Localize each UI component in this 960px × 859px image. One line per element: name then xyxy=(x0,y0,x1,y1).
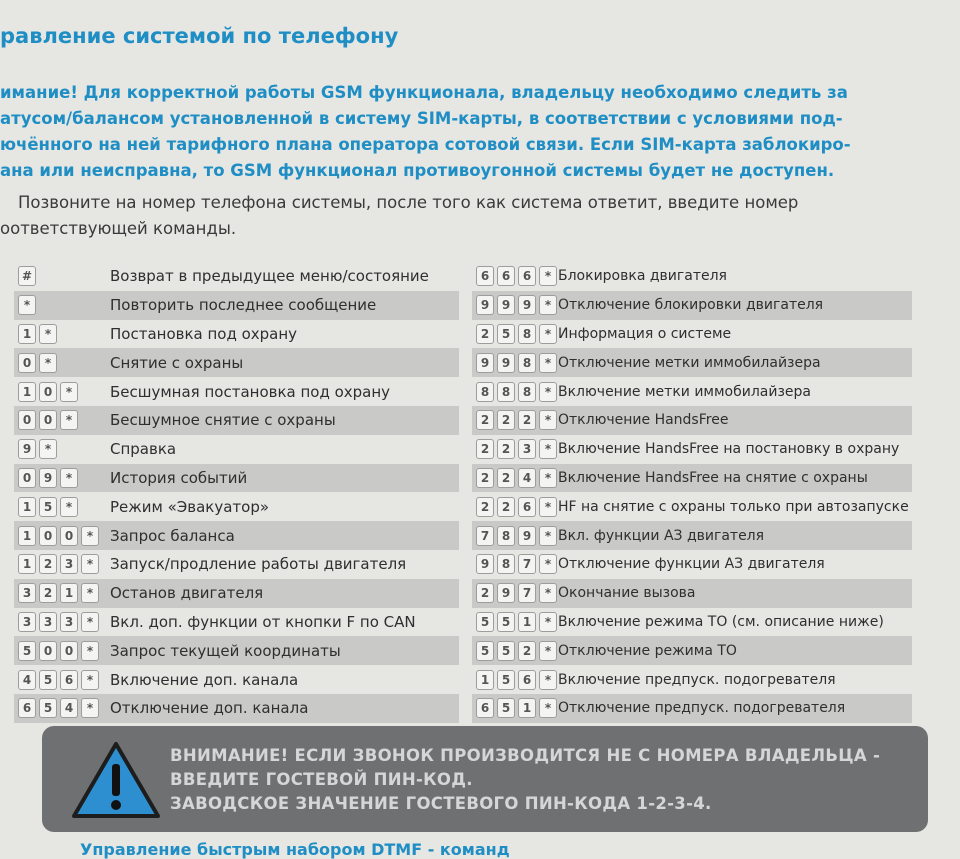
key-sequence xyxy=(18,670,110,690)
keypad-key: 9 xyxy=(497,583,515,603)
key-sequence xyxy=(476,612,558,632)
keypad-key: * xyxy=(539,526,557,546)
keypad-key: 0 xyxy=(39,410,57,430)
keypad-key: * xyxy=(539,266,557,286)
command-label: HF на снятие с охраны только при автозапуске xyxy=(558,498,909,515)
key-sequence xyxy=(476,410,558,430)
keypad-key: 2 xyxy=(476,410,494,430)
keypad-key: * xyxy=(539,612,557,632)
command-label: Блокировка двигателя xyxy=(558,268,727,285)
keypad-key: 0 xyxy=(60,641,78,661)
key-sequence xyxy=(476,324,558,344)
key-sequence xyxy=(18,410,110,430)
guest-pin-alert xyxy=(42,726,928,832)
warning-triangle-icon xyxy=(70,740,162,820)
command-row xyxy=(472,694,912,723)
command-list-left xyxy=(14,262,459,723)
keypad-key: * xyxy=(39,324,57,344)
command-label: Справка xyxy=(110,440,177,459)
keypad-key: 9 xyxy=(476,353,494,373)
keypad-key: * xyxy=(39,439,57,459)
keypad-key: 2 xyxy=(476,497,494,517)
keypad-key: * xyxy=(81,526,99,546)
keypad-key: 7 xyxy=(476,526,494,546)
keypad-key: 9 xyxy=(497,295,515,315)
keypad-key: 8 xyxy=(497,554,515,574)
warning-line: имание! Для корректной работы GSM функционала, владельцу необходимо следить за xyxy=(0,83,848,102)
command-row xyxy=(472,521,912,550)
keypad-key: 5 xyxy=(497,670,515,690)
keypad-key: 2 xyxy=(518,410,536,430)
keypad-key: 5 xyxy=(497,698,515,718)
keypad-key: 2 xyxy=(476,468,494,488)
key-sequence xyxy=(18,324,110,344)
keypad-key: 5 xyxy=(497,324,515,344)
command-label: Запрос текущей координаты xyxy=(110,641,341,660)
keypad-key: 5 xyxy=(39,497,57,517)
key-sequence xyxy=(18,641,110,661)
key-sequence xyxy=(18,353,110,373)
command-list-right xyxy=(472,262,912,723)
keypad-key: 8 xyxy=(518,382,536,402)
keypad-key: 7 xyxy=(518,554,536,574)
command-row xyxy=(472,608,912,637)
command-row xyxy=(14,377,459,406)
keypad-key: 2 xyxy=(497,410,515,430)
command-row xyxy=(472,665,912,694)
command-row xyxy=(472,262,912,291)
keypad-key: 3 xyxy=(518,439,536,459)
key-sequence xyxy=(18,295,110,315)
command-label: Вкл. функции АЗ двигателя xyxy=(558,527,765,544)
command-label: Включение HandsFree на постановку в охрану xyxy=(558,441,900,458)
key-sequence xyxy=(18,698,110,718)
keypad-key: 1 xyxy=(60,583,78,603)
warning-line: ючённого на ней тарифного плана оператора сотовой связи. Если SIM-карта заблокиро- xyxy=(0,135,851,154)
alert-line: ВНИМАНИЕ! ЕСЛИ ЗВОНОК ПРОИЗВОДИТСЯ НЕ С НОМЕРА ВЛАДЕЛЬЦА - xyxy=(170,746,881,765)
command-row xyxy=(14,406,459,435)
keypad-key: 0 xyxy=(18,410,36,430)
key-sequence xyxy=(476,266,558,286)
keypad-key: 2 xyxy=(497,439,515,459)
command-label: Включение предпуск. подогревателя xyxy=(558,671,836,688)
intro-paragraph xyxy=(0,190,880,242)
keypad-key: 5 xyxy=(39,698,57,718)
keypad-key: * xyxy=(539,295,557,315)
key-sequence xyxy=(476,554,558,574)
keypad-key: 4 xyxy=(18,670,36,690)
command-row xyxy=(14,348,459,377)
keypad-key: 9 xyxy=(497,353,515,373)
key-sequence xyxy=(476,583,558,603)
command-row xyxy=(472,291,912,320)
keypad-key: 5 xyxy=(476,612,494,632)
key-sequence xyxy=(18,468,110,488)
keypad-key: * xyxy=(539,324,557,344)
command-row xyxy=(14,579,459,608)
keypad-key: 9 xyxy=(518,526,536,546)
keypad-key: 9 xyxy=(476,554,494,574)
key-sequence xyxy=(18,554,110,574)
keypad-key: 6 xyxy=(476,698,494,718)
keypad-key: 6 xyxy=(518,670,536,690)
keypad-key: 3 xyxy=(60,554,78,574)
keypad-key: 7 xyxy=(518,583,536,603)
next-section-title: Управление быстрым набором DTMF - команд xyxy=(80,840,510,859)
command-label: Включение метки иммобилайзера xyxy=(558,383,811,400)
keypad-key: 6 xyxy=(18,698,36,718)
keypad-key: 1 xyxy=(18,554,36,574)
command-row xyxy=(14,435,459,464)
command-label: Отключение режима ТО xyxy=(558,642,737,659)
key-sequence xyxy=(476,382,558,402)
command-label: Снятие с охраны xyxy=(110,353,244,372)
keypad-key: 1 xyxy=(18,526,36,546)
command-label: Включение режима ТО (см. описание ниже) xyxy=(558,613,884,630)
keypad-key: 6 xyxy=(476,266,494,286)
command-row xyxy=(472,492,912,521)
key-sequence xyxy=(476,698,558,718)
command-label: Включение HandsFree на снятие с охраны xyxy=(558,469,868,486)
command-label: Бесшумное снятие с охраны xyxy=(110,411,336,430)
keypad-key: 2 xyxy=(476,439,494,459)
command-label: Повторить последнее сообщение xyxy=(110,296,377,315)
intro-line: Позвоните на номер телефона системы, после того как система ответит, введите номер xyxy=(18,193,799,212)
command-label: Окончание вызова xyxy=(558,585,696,602)
warning-line: атусом/балансом установленной в систему SIM-карты, в соответствии с условиями под- xyxy=(0,109,843,128)
alert-text xyxy=(170,744,880,816)
key-sequence xyxy=(18,382,110,402)
keypad-key: * xyxy=(539,497,557,517)
key-sequence xyxy=(476,439,558,459)
keypad-key: 5 xyxy=(39,670,57,690)
keypad-key: 2 xyxy=(39,583,57,603)
command-label: Вкл. доп. функции от кнопки F по CAN xyxy=(110,612,416,631)
command-label: История событий xyxy=(110,468,248,487)
keypad-key: * xyxy=(81,583,99,603)
keypad-key: * xyxy=(539,439,557,459)
keypad-key: 8 xyxy=(518,353,536,373)
command-label: Отключение доп. канала xyxy=(110,699,309,718)
keypad-key: 2 xyxy=(39,554,57,574)
keypad-key: 5 xyxy=(497,612,515,632)
keypad-key: 0 xyxy=(18,353,36,373)
command-row xyxy=(14,636,459,665)
keypad-key: 8 xyxy=(518,324,536,344)
key-sequence xyxy=(476,353,558,373)
keypad-key: * xyxy=(539,583,557,603)
keypad-key: 0 xyxy=(60,526,78,546)
command-label: Режим «Эвакуатор» xyxy=(110,497,270,516)
keypad-key: * xyxy=(539,698,557,718)
command-row xyxy=(14,492,459,521)
keypad-key: * xyxy=(60,382,78,402)
key-sequence xyxy=(476,295,558,315)
keypad-key: * xyxy=(60,497,78,517)
command-row xyxy=(472,636,912,665)
gsm-warning-paragraph xyxy=(0,80,900,184)
keypad-key: 0 xyxy=(39,641,57,661)
keypad-key: 6 xyxy=(518,497,536,517)
keypad-key: 1 xyxy=(18,382,36,402)
keypad-key: 1 xyxy=(18,497,36,517)
command-row xyxy=(14,464,459,493)
keypad-key: * xyxy=(60,410,78,430)
keypad-key: 3 xyxy=(60,612,78,632)
command-row xyxy=(472,406,912,435)
alert-line: ЗАВОДСКОЕ ЗНАЧЕНИЕ ГОСТЕВОГО ПИН-КОДА 1-2-3-4. xyxy=(170,794,712,813)
keypad-key: * xyxy=(39,353,57,373)
keypad-key: 1 xyxy=(518,698,536,718)
command-row xyxy=(14,262,459,291)
command-label: Постановка под охрану xyxy=(110,324,298,343)
keypad-key: 3 xyxy=(39,612,57,632)
key-sequence xyxy=(18,439,110,459)
command-row xyxy=(14,291,459,320)
command-row xyxy=(472,377,912,406)
keypad-key: * xyxy=(539,641,557,661)
keypad-key: 3 xyxy=(18,583,36,603)
keypad-key: 6 xyxy=(518,266,536,286)
command-label: Запрос баланса xyxy=(110,526,235,545)
keypad-key: 6 xyxy=(60,670,78,690)
command-row xyxy=(472,464,912,493)
key-sequence xyxy=(18,266,110,286)
command-row xyxy=(14,694,459,723)
command-label: Отключение блокировки двигателя xyxy=(558,297,824,314)
keypad-key: * xyxy=(539,468,557,488)
key-sequence xyxy=(476,468,558,488)
command-label: Запуск/продление работы двигателя xyxy=(110,555,407,574)
keypad-key: 2 xyxy=(476,324,494,344)
command-label: Включение доп. канала xyxy=(110,670,299,689)
keypad-key: * xyxy=(539,670,557,690)
keypad-key: * xyxy=(81,698,99,718)
command-label: Отключение метки иммобилайзера xyxy=(558,354,821,371)
keypad-key: # xyxy=(18,266,36,286)
warning-line: ана или неисправна, то GSM функционал противоугонной системы будет не доступен. xyxy=(0,161,835,180)
keypad-key: * xyxy=(539,554,557,574)
keypad-key: 1 xyxy=(518,612,536,632)
command-row xyxy=(14,665,459,694)
key-sequence xyxy=(476,641,558,661)
intro-line: оответствующей команды. xyxy=(0,219,237,238)
keypad-key: 5 xyxy=(497,641,515,661)
keypad-key: * xyxy=(539,353,557,373)
keypad-key: 9 xyxy=(39,468,57,488)
key-sequence xyxy=(18,612,110,632)
section-title: равление системой по телефону xyxy=(0,24,399,48)
keypad-key: 8 xyxy=(497,382,515,402)
keypad-key: 4 xyxy=(518,468,536,488)
keypad-key: * xyxy=(81,670,99,690)
command-row xyxy=(14,521,459,550)
keypad-key: 6 xyxy=(497,266,515,286)
keypad-key: 9 xyxy=(518,295,536,315)
keypad-key: * xyxy=(81,641,99,661)
keypad-key: * xyxy=(18,295,36,315)
keypad-key: 2 xyxy=(497,497,515,517)
key-sequence xyxy=(18,497,110,517)
command-label: Отключение HandsFree xyxy=(558,412,729,429)
keypad-key: * xyxy=(81,554,99,574)
key-sequence xyxy=(18,583,110,603)
keypad-key: 9 xyxy=(18,439,36,459)
command-row xyxy=(472,435,912,464)
keypad-key: * xyxy=(81,612,99,632)
command-row xyxy=(14,320,459,349)
keypad-key: 8 xyxy=(476,382,494,402)
command-label: Отключение предпуск. подогревателя xyxy=(558,700,846,717)
command-label: Отключение функции АЗ двигателя xyxy=(558,556,825,573)
keypad-key: 2 xyxy=(518,641,536,661)
keypad-key: 2 xyxy=(497,468,515,488)
keypad-key: 5 xyxy=(476,641,494,661)
keypad-key: 1 xyxy=(476,670,494,690)
keypad-key: 2 xyxy=(476,583,494,603)
command-label: Информация о системе xyxy=(558,325,732,342)
keypad-key: 9 xyxy=(476,295,494,315)
command-label: Останов двигателя xyxy=(110,584,264,603)
keypad-key: * xyxy=(539,382,557,402)
keypad-key: 0 xyxy=(18,468,36,488)
command-row xyxy=(472,348,912,377)
key-sequence xyxy=(476,497,558,517)
keypad-key: 1 xyxy=(18,324,36,344)
keypad-key: * xyxy=(60,468,78,488)
command-label: Возврат в предыдущее меню/состояние xyxy=(110,267,429,286)
keypad-key: 8 xyxy=(497,526,515,546)
keypad-key: * xyxy=(539,410,557,430)
keypad-key: 0 xyxy=(39,382,57,402)
command-row xyxy=(472,320,912,349)
keypad-key: 3 xyxy=(18,612,36,632)
keypad-key: 5 xyxy=(18,641,36,661)
key-sequence xyxy=(18,526,110,546)
command-row xyxy=(472,550,912,579)
command-row xyxy=(14,550,459,579)
keypad-key: 0 xyxy=(39,526,57,546)
alert-line: ВВЕДИТЕ ГОСТЕВОЙ ПИН-КОД. xyxy=(170,770,473,789)
key-sequence xyxy=(476,526,558,546)
key-sequence xyxy=(476,670,558,690)
command-label: Бесшумная постановка под охрану xyxy=(110,382,391,401)
keypad-key: 4 xyxy=(60,698,78,718)
command-row xyxy=(14,608,459,637)
command-row xyxy=(472,579,912,608)
